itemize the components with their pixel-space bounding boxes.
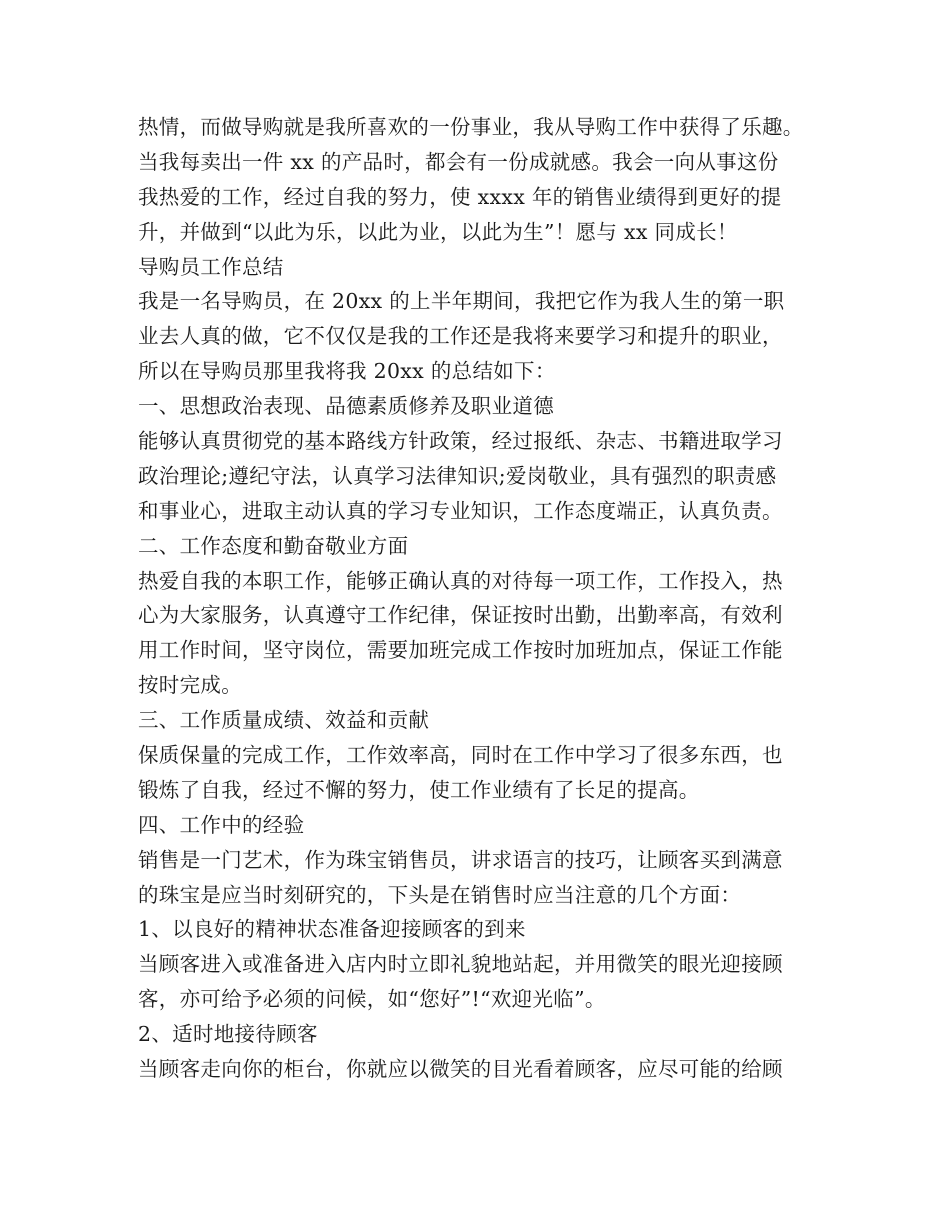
section-heading: 一、思想政治表现、品德素质修养及职业道德 (138, 394, 554, 419)
paragraph-line: 按时完成。 (138, 673, 242, 698)
paragraph-line: 我是一名导购员，在 20xx 的上半年期间，我把它作为我人生的第一职 (138, 289, 785, 314)
paragraph-line: 当顾客走向你的柜台，你就应以微笑的目光看着顾客，应尽可能的给顾 (138, 1057, 783, 1082)
paragraph-line: 当顾客进入或准备进入店内时立即礼貌地站起，并用微笑的眼光迎接顾 (138, 952, 783, 977)
paragraph-line: 升，并做到“以此为乐，以此为业，以此为生”！愿与 xx 同成长！ (138, 219, 738, 244)
section-heading: 二、工作态度和勤奋敬业方面 (138, 533, 409, 558)
subsection-heading: 2、适时地接待顾客 (138, 1022, 318, 1047)
document-body (138, 110, 828, 1087)
paragraph-line: 销售是一门艺术，作为珠宝销售员，讲求语言的技巧，让顾客买到满意 (138, 847, 783, 872)
paragraph-line: 能够认真贯彻党的基本路线方针政策，经过报纸、杂志、书籍进取学习 (138, 429, 783, 454)
paragraph-line: 心为大家服务，认真遵守工作纪律，保证按时出勤，出勤率高，有效利 (138, 603, 783, 628)
paragraph-line: 所以在导购员那里我将我 20xx 的总结如下： (138, 359, 556, 384)
section-heading: 导购员工作总结 (138, 254, 284, 279)
section-heading: 四、工作中的经验 (138, 812, 305, 837)
paragraph-line: 我热爱的工作，经过自我的努力，使 xxxx 年的销售业绩得到更好的提 (138, 184, 782, 209)
paragraph-line: 客，亦可给予必须的问候，如“您好”!“欢迎光临”。 (138, 987, 606, 1012)
paragraph-line: 热爱自我的本职工作，能够正确认真的对待每一项工作，工作投入，热 (138, 568, 783, 593)
section-heading: 三、工作质量成绩、效益和贡献 (138, 708, 430, 733)
paragraph-line: 业去人真的做，它不仅仅是我的工作还是我将来要学习和提升的职业， (138, 324, 783, 349)
paragraph-line: 保质保量的完成工作，工作效率高，同时在工作中学习了很多东西，也 (138, 743, 783, 768)
subsection-heading: 1、以良好的精神状态准备迎接顾客的到来 (138, 917, 526, 942)
paragraph-line: 用工作时间，坚守岗位，需要加班完成工作按时加班加点，保证工作能 (138, 638, 783, 663)
paragraph-line: 和事业心，进取主动认真的学习专业知识，工作态度端正，认真负责。 (138, 498, 783, 523)
paragraph-line: 锻炼了自我，经过不懈的努力，使工作业绩有了长足的提高。 (138, 777, 700, 802)
paragraph-line: 当我每卖出一件 xx 的产品时，都会有一份成就感。我会一向从事这份 (138, 149, 779, 174)
paragraph-line: 的珠宝是应当时刻研究的，下头是在销售时应当注意的几个方面： (138, 882, 742, 907)
paragraph-line: 政治理论;遵纪守法，认真学习法律知识;爱岗敬业，具有强烈的职责感 (138, 463, 777, 488)
paragraph-line: 热情，而做导购就是我所喜欢的一份事业，我从导购工作中获得了乐趣。 (138, 115, 804, 139)
